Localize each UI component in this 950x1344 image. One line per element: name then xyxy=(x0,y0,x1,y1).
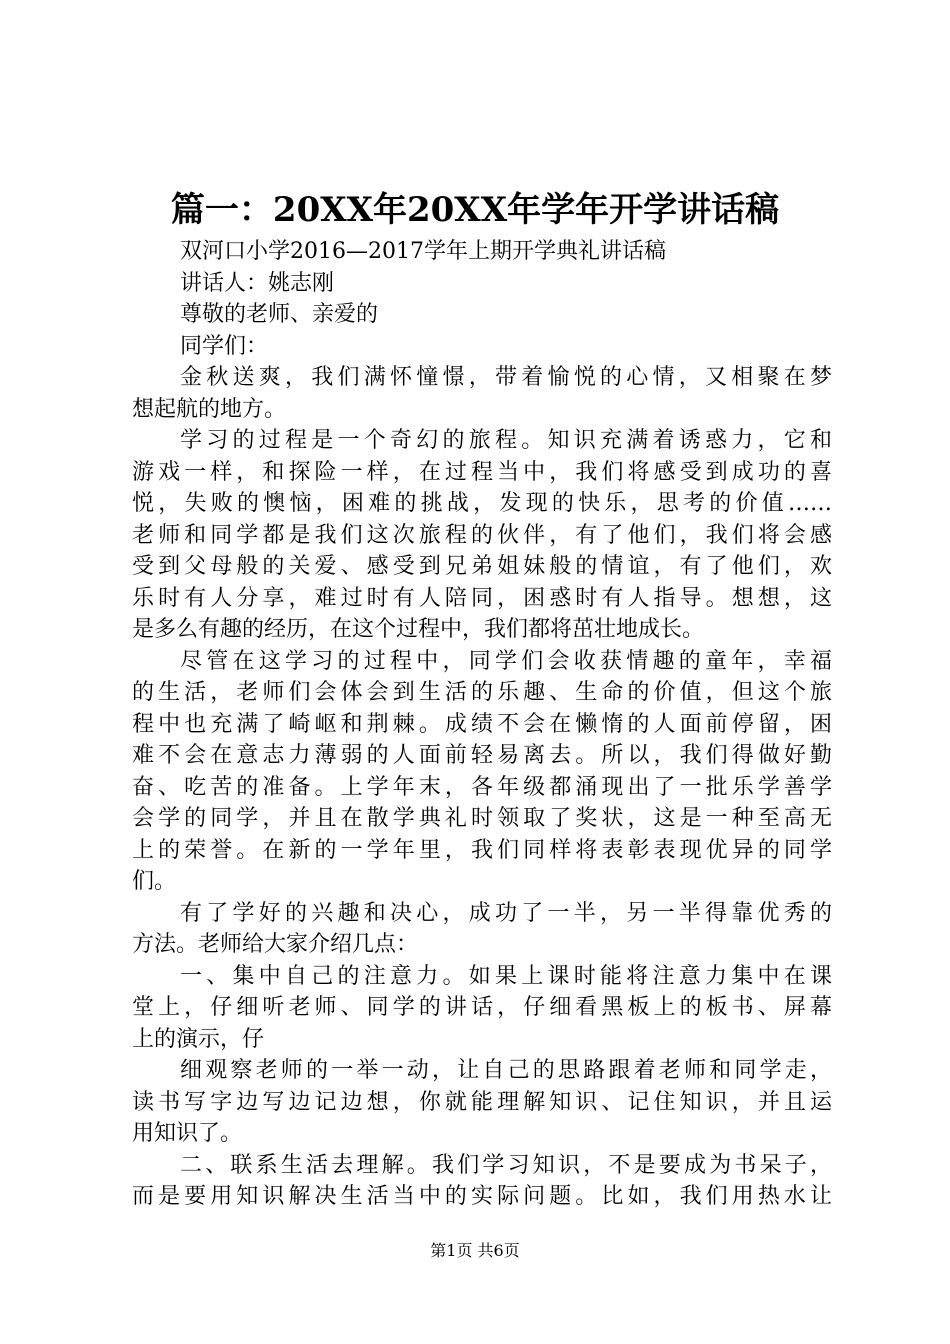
body-line: 奋、吃苦的准备。上学年末，各年级都涌现出了一批乐学善学 xyxy=(132,774,832,800)
body-line: 而是要用知识解决生活当中的实际问题。比如，我们用热水让 xyxy=(132,1184,832,1209)
body-line: 双河口小学2016—2017学年上期开学典礼讲话稿 xyxy=(180,239,666,264)
body-line: 乐时有人分享，难过时有人陪同，困惑时有人指导。想想，这 xyxy=(132,585,832,611)
body-line: 金秋送爽，我们满怀憧憬，带着愉悦的心情，又相聚在梦 xyxy=(180,365,832,390)
document-body xyxy=(132,236,832,1213)
page-footer: 第1页 共6页 xyxy=(430,1241,520,1260)
body-line: 想起航的地方。 xyxy=(132,396,287,422)
body-line: 会学的同学，并且在散学典礼时领取了奖状，这是一种至高无 xyxy=(132,806,832,831)
body-line: 一、集中自己的注意力。如果上课时能将注意力集中在课 xyxy=(180,963,832,989)
body-line: 程中也充满了崎岖和荆棘。成绩不会在懒惰的人面前停留，困 xyxy=(132,711,832,737)
body-line: 尽管在这学习的过程中，同学们会收获情趣的童年，幸福 xyxy=(180,648,832,674)
body-line: 的生活，老师们会体会到生活的乐趣、生命的价值，但这个旅 xyxy=(132,680,832,705)
body-line: 悦，失败的懊恼，困难的挑战，发现的快乐，思考的价值…… xyxy=(132,491,832,516)
body-line: 难不会在意志力薄弱的人面前轻易离去。所以，我们得做好勤 xyxy=(132,743,832,768)
body-line: 们。 xyxy=(132,869,177,894)
body-line: 二、联系生活去理解。我们学习知识，不是要成为书呆子， xyxy=(180,1152,832,1178)
body-line: 老师和同学都是我们这次旅程的伙伴，有了他们，我们将会感 xyxy=(132,522,832,548)
body-line: 方法。老师给大家介绍几点： xyxy=(132,932,419,957)
body-line: 有了学好的兴趣和决心，成功了一半，另一半得靠优秀的 xyxy=(180,900,832,926)
body-line: 上的演示，仔 xyxy=(132,1026,265,1052)
body-line: 是多么有趣的经历，在这个过程中，我们都将茁壮地成长。 xyxy=(132,617,705,642)
body-line: 同学们： xyxy=(180,333,269,359)
body-line: 受到父母般的关爱、感受到兄弟姐妹般的情谊，有了他们，欢 xyxy=(132,554,832,579)
body-line: 游戏一样，和探险一样，在过程当中，我们将感受到成功的喜 xyxy=(132,459,832,485)
body-line: 尊敬的老师、亲爱的 xyxy=(180,302,379,327)
body-line: 学习的过程是一个奇幻的旅程。知识充满着诱惑力，它和 xyxy=(180,428,832,453)
body-line: 堂上，仔细听老师、同学的讲话，仔细看黑板上的板书、屏幕 xyxy=(132,995,832,1020)
document-title: 篇一：20XX年20XX年学年开学讲话稿 xyxy=(170,190,780,230)
body-line: 细观察老师的一举一动，让自己的思路跟着老师和同学走， xyxy=(180,1058,832,1083)
body-line: 讲话人：姚志刚 xyxy=(180,270,335,296)
body-line: 读书写字边写边记边想，你就能理解知识、记住知识，并且运 xyxy=(132,1089,832,1115)
body-line: 上的荣誉。在新的一学年里，我们同样将表彰表现优异的同学 xyxy=(132,837,832,863)
body-line: 用知识了。 xyxy=(132,1121,243,1146)
